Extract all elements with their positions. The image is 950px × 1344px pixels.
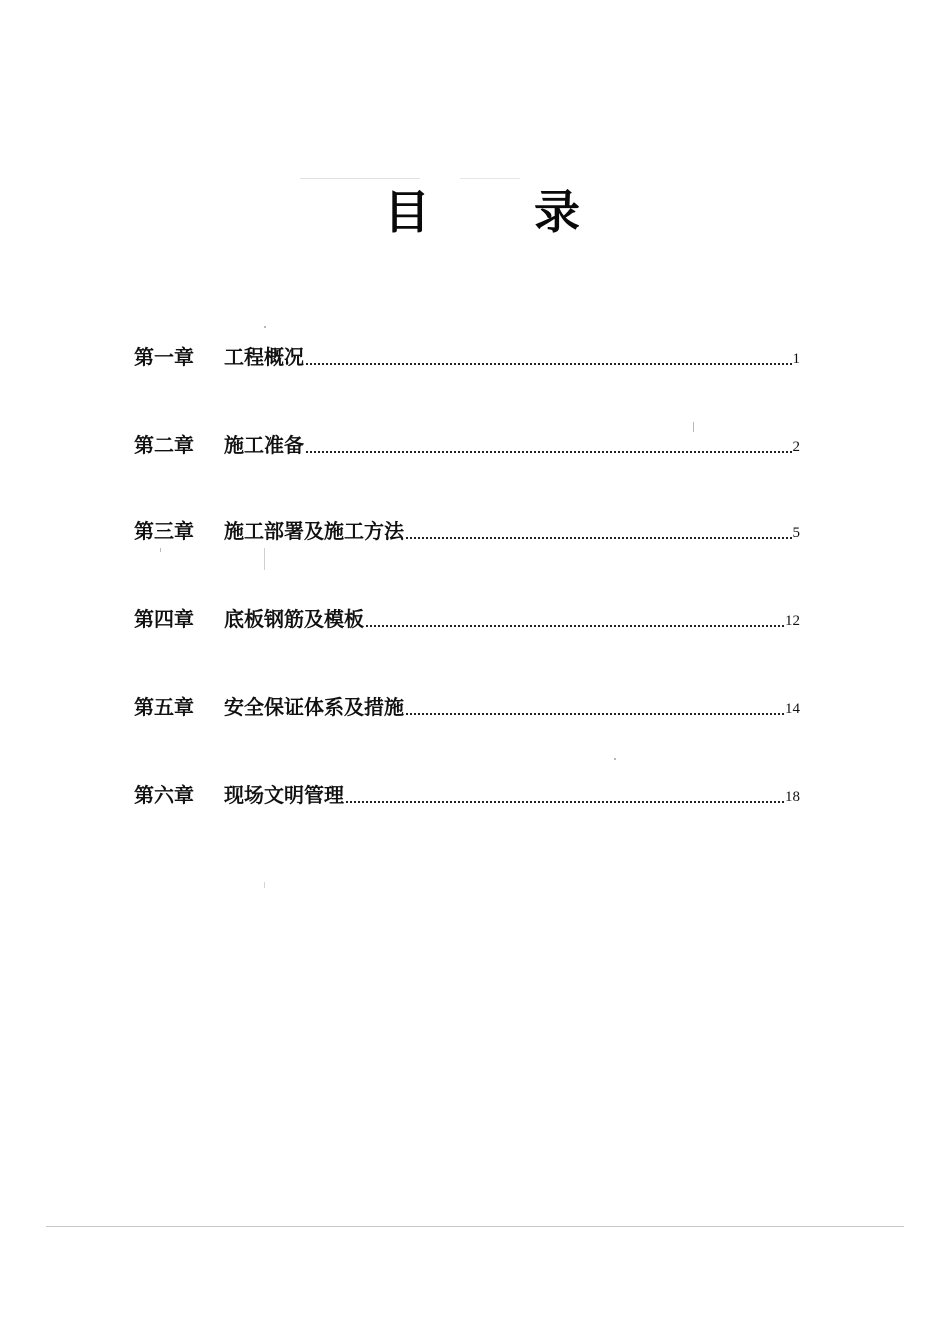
toc-page-number: 5 xyxy=(792,525,800,541)
toc-page-number: 12 xyxy=(785,613,800,629)
dot-leader xyxy=(366,619,784,627)
toc-entry[interactable] xyxy=(134,604,800,634)
dot-leader xyxy=(306,445,792,453)
scan-speck xyxy=(160,548,161,552)
scan-speck xyxy=(614,758,616,760)
dot-leader xyxy=(406,531,792,539)
toc-chapter-number: 第二章 xyxy=(134,433,194,457)
dot-leader xyxy=(406,707,784,715)
toc-entry[interactable] xyxy=(134,780,800,810)
toc-chapter-title: 施工准备 xyxy=(224,433,304,457)
scan-speck xyxy=(264,882,265,888)
toc-page-number: 18 xyxy=(785,789,800,805)
scan-speck xyxy=(264,548,265,570)
toc-chapter-title: 施工部署及施工方法 xyxy=(224,519,404,543)
scan-speck xyxy=(460,178,520,179)
toc-chapter-number: 第六章 xyxy=(134,783,194,807)
toc-chapter-title: 底板钢筋及模板 xyxy=(224,607,364,631)
toc-chapter-title: 工程概况 xyxy=(224,345,304,369)
title-char-2: 录 xyxy=(534,185,580,239)
dot-leader xyxy=(346,795,784,803)
toc-entry[interactable] xyxy=(134,692,800,722)
toc-page-number: 2 xyxy=(792,439,800,455)
toc-chapter-number: 第五章 xyxy=(134,695,194,719)
dot-leader xyxy=(306,357,792,365)
toc-entry[interactable] xyxy=(134,342,800,372)
scan-speck xyxy=(300,178,420,179)
toc-chapter-number: 第三章 xyxy=(134,519,194,543)
footer-divider xyxy=(46,1226,904,1227)
toc-page-number: 1 xyxy=(792,351,800,367)
title-char-1: 目 xyxy=(384,185,430,239)
toc-page-number: 14 xyxy=(785,701,800,717)
toc-entry[interactable] xyxy=(134,516,800,546)
toc-chapter-number: 第四章 xyxy=(134,607,194,631)
toc-entry[interactable] xyxy=(134,430,800,460)
scan-speck xyxy=(693,422,694,432)
toc-chapter-title: 现场文明管理 xyxy=(224,783,344,807)
toc-chapter-title: 安全保证体系及措施 xyxy=(224,695,404,719)
toc-chapter-number: 第一章 xyxy=(134,345,194,369)
scan-speck xyxy=(264,326,266,328)
